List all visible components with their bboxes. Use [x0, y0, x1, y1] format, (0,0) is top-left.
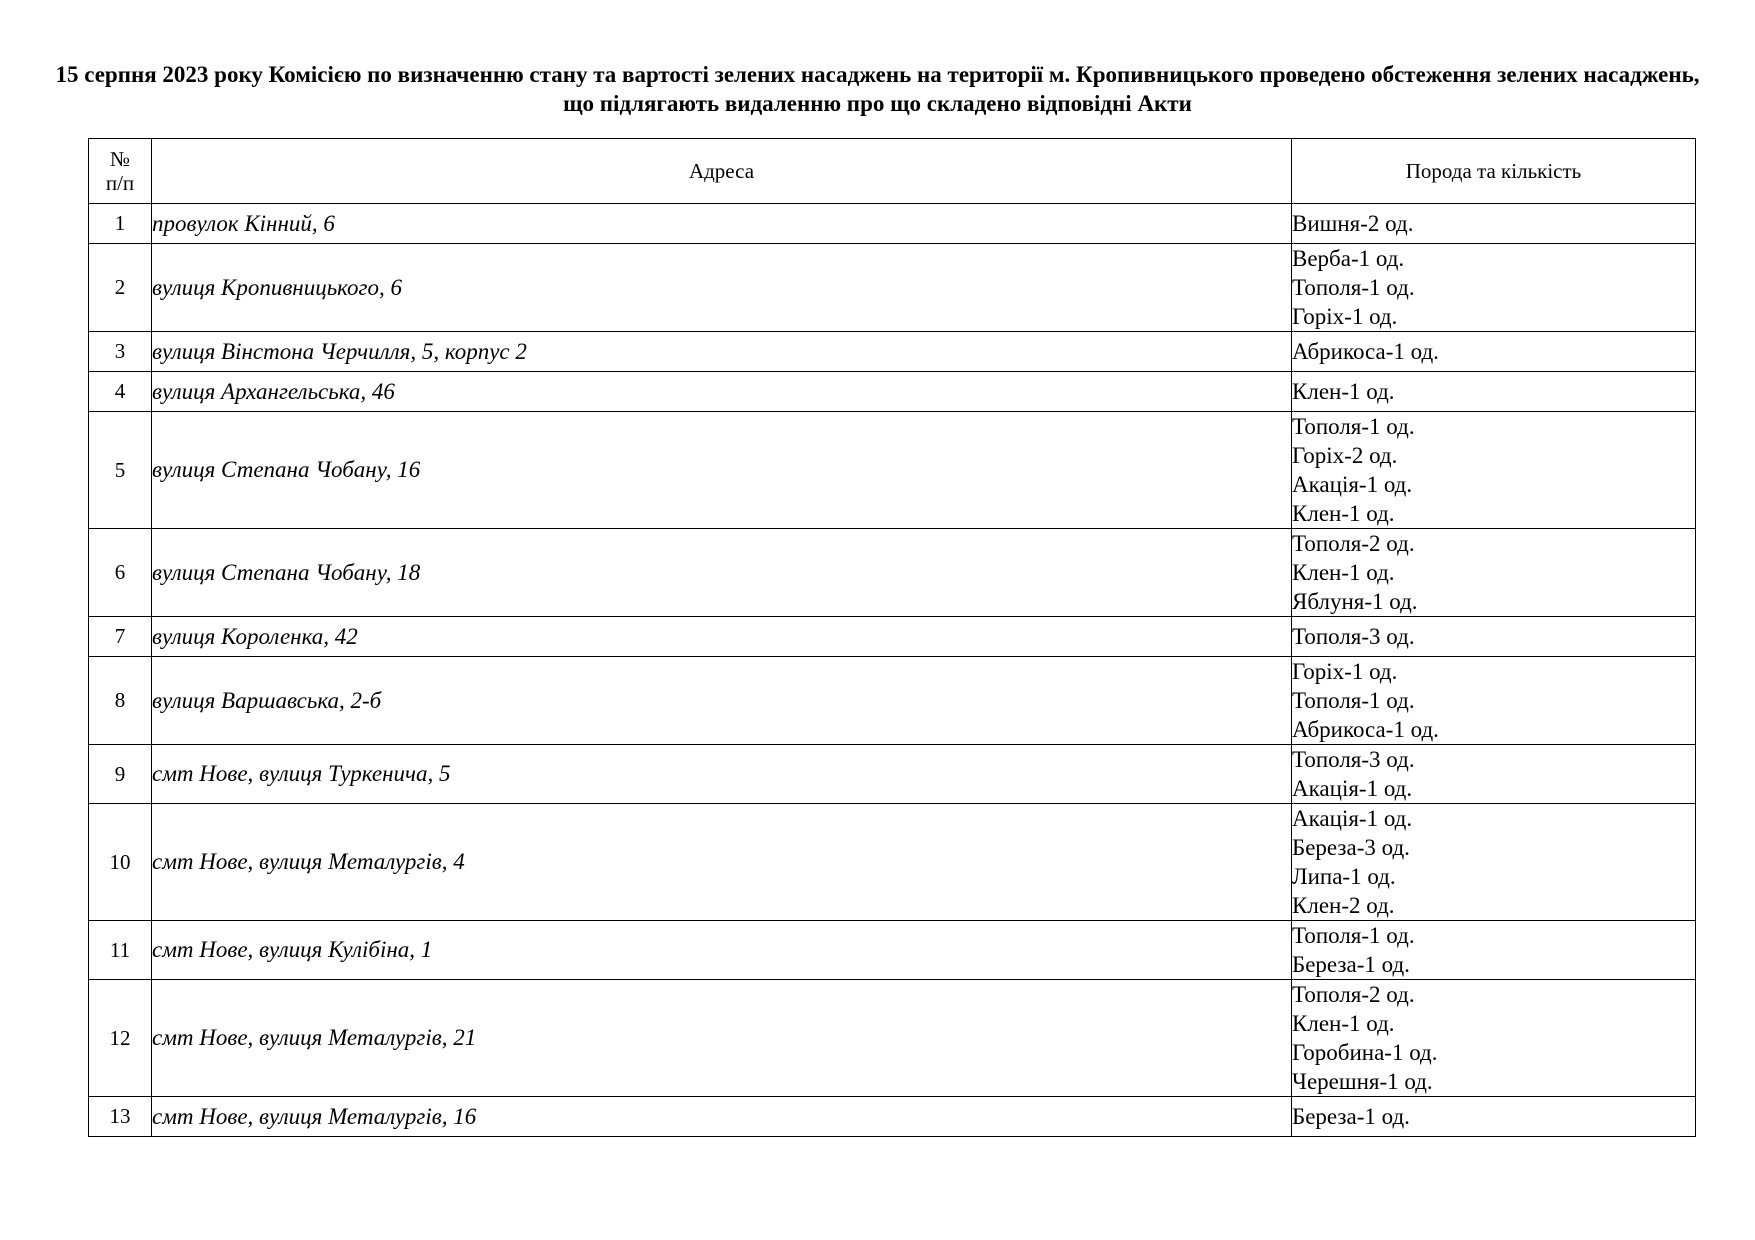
row-number: 7: [89, 617, 152, 657]
species-entry: Яблуня-1 од.: [1292, 589, 1418, 614]
row-address: смт Нове, вулиця Металургів, 16: [152, 1097, 1292, 1137]
row-number: 4: [89, 372, 152, 412]
row-number: 9: [89, 745, 152, 804]
table-row: [89, 921, 1696, 980]
row-species: [1292, 332, 1696, 372]
row-species: [1292, 372, 1696, 412]
row-address: вулиця Кропивницького, 6: [152, 244, 1292, 332]
species-entry: Липа-1 од.: [1292, 864, 1396, 889]
species-entry: Горіх-1 од.: [1292, 659, 1398, 684]
row-number: 8: [89, 657, 152, 745]
row-address: смт Нове, вулиця Кулібіна, 1: [152, 921, 1292, 980]
table-row: [89, 204, 1696, 244]
table-row: [89, 804, 1696, 921]
species-entry: Тополя-1 од.: [1292, 414, 1415, 439]
species-entry: Тополя-2 од.: [1292, 982, 1415, 1007]
row-species: [1292, 617, 1696, 657]
row-species: [1292, 804, 1696, 921]
row-species: [1292, 204, 1696, 244]
species-entry: Акація-1 од.: [1292, 472, 1413, 497]
row-address: вулиця Варшавська, 2-б: [152, 657, 1292, 745]
row-number: 6: [89, 529, 152, 617]
species-entry: Верба-1 од.: [1292, 246, 1405, 271]
species-entry: Береза-3 од.: [1292, 835, 1410, 860]
header-species: Порода та кількість: [1292, 139, 1696, 204]
row-number: 1: [89, 204, 152, 244]
row-number: 3: [89, 332, 152, 372]
acts-table: [88, 138, 1696, 1137]
row-number: 12: [89, 980, 152, 1097]
species-entry: Абрикоса-1 од.: [1292, 339, 1439, 364]
row-address: провулок Кінний, 6: [152, 204, 1292, 244]
table-row: [89, 745, 1696, 804]
table-row: [89, 980, 1696, 1097]
table-row: [89, 657, 1696, 745]
species-entry: Горіх-2 од.: [1292, 443, 1398, 468]
table-row: [89, 529, 1696, 617]
species-entry: Акація-1 од.: [1292, 776, 1413, 801]
species-entry: Акація-1 од.: [1292, 806, 1413, 831]
table-row: [89, 372, 1696, 412]
row-species: [1292, 657, 1696, 745]
species-entry: Клен-1 од.: [1292, 560, 1395, 585]
row-number: 11: [89, 921, 152, 980]
row-species: [1292, 921, 1696, 980]
row-species: [1292, 529, 1696, 617]
row-address: смт Нове, вулиця Металургів, 4: [152, 804, 1292, 921]
row-number: 13: [89, 1097, 152, 1137]
row-number: 5: [89, 412, 152, 529]
row-address: вулиця Короленка, 42: [152, 617, 1292, 657]
species-entry: Тополя-3 од.: [1292, 747, 1415, 772]
species-entry: Горіх-1 од.: [1292, 304, 1398, 329]
table-row: [89, 412, 1696, 529]
table-row: [89, 617, 1696, 657]
species-entry: Горобина-1 од.: [1292, 1040, 1438, 1065]
row-address: вулиця Степана Чобану, 16: [152, 412, 1292, 529]
species-entry: Черешня-1 од.: [1292, 1069, 1433, 1094]
species-entry: Береза-1 од.: [1292, 1104, 1410, 1129]
table-body: [89, 204, 1696, 1137]
table-header-row: [89, 139, 1696, 204]
species-entry: Береза-1 од.: [1292, 952, 1410, 977]
species-entry: Тополя-1 од.: [1292, 275, 1415, 300]
row-number: 2: [89, 244, 152, 332]
table-row: [89, 1097, 1696, 1137]
row-species: [1292, 745, 1696, 804]
table-row: [89, 332, 1696, 372]
species-entry: Тополя-2 од.: [1292, 531, 1415, 556]
header-number: № п/п: [89, 139, 152, 204]
row-number: 10: [89, 804, 152, 921]
row-species: [1292, 244, 1696, 332]
species-entry: Тополя-1 од.: [1292, 688, 1415, 713]
table-row: [89, 244, 1696, 332]
species-entry: Клен-1 од.: [1292, 501, 1395, 526]
header-address: Адреса: [152, 139, 1292, 204]
row-address: вулиця Вінстона Черчилля, 5, корпус 2: [152, 332, 1292, 372]
row-address: вулиця Архангельська, 46: [152, 372, 1292, 412]
row-species: [1292, 412, 1696, 529]
document-title: 15 серпня 2023 року Комісією по визначенню стану та вартості зелених насаджень на території м. Кропивницького проведено обстеження зелених насаджень, що підлягають видаленню про що складено відповідні Акти: [55, 62, 1700, 116]
species-entry: Клен-2 од.: [1292, 893, 1395, 918]
row-species: [1292, 980, 1696, 1097]
species-entry: Клен-1 од.: [1292, 379, 1395, 404]
row-address: смт Нове, вулиця Металургів, 21: [152, 980, 1292, 1097]
row-address: смт Нове, вулиця Туркенича, 5: [152, 745, 1292, 804]
row-address: вулиця Степана Чобану, 18: [152, 529, 1292, 617]
species-entry: Вишня-2 од.: [1292, 211, 1414, 236]
species-entry: Тополя-1 од.: [1292, 923, 1415, 948]
species-entry: Клен-1 од.: [1292, 1011, 1395, 1036]
species-entry: Тополя-3 од.: [1292, 624, 1415, 649]
row-species: [1292, 1097, 1696, 1137]
species-entry: Абрикоса-1 од.: [1292, 717, 1439, 742]
